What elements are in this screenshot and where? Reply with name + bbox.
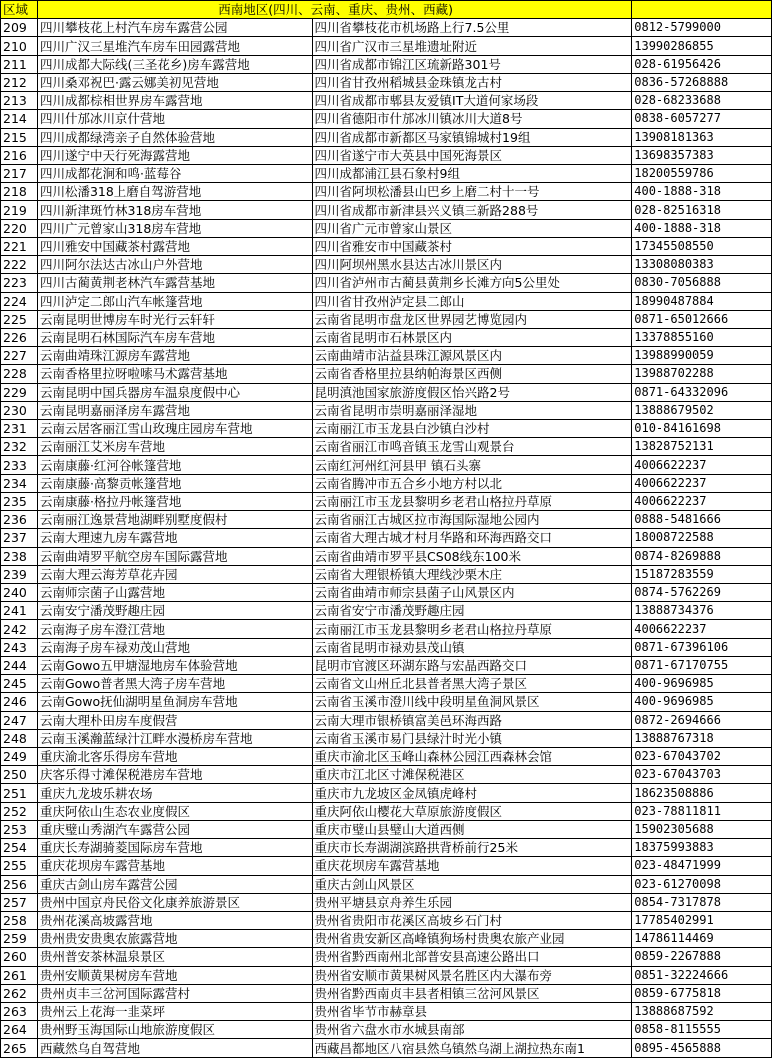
row-number: 238: [1, 547, 38, 565]
campsite-phone: 4006622237: [632, 492, 772, 510]
row-number: 231: [1, 420, 38, 438]
campsite-name: 云南昆明嘉丽泽房车露营地: [37, 401, 312, 419]
table-row: [1, 128, 772, 146]
campsite-address: 四川省雅安市中国藏茶村: [312, 237, 632, 255]
campsite-phone: 15902305688: [632, 820, 772, 838]
campsite-name: 云南曲靖珠江源房车露营地: [37, 347, 312, 365]
campsite-phone: 023-67043703: [632, 766, 772, 784]
table-row: [1, 547, 772, 565]
row-number: 255: [1, 857, 38, 875]
table-row: [1, 256, 772, 274]
campsite-name: 云南昆明中国兵器房车温泉度假中心: [37, 383, 312, 401]
campsite-address: 云南省腾冲市五合乡小地方村以北: [312, 474, 632, 492]
campsite-phone: 0888-5481666: [632, 511, 772, 529]
table-row: [1, 55, 772, 73]
campsite-phone: 15187283559: [632, 565, 772, 583]
campsite-name: 贵州贞丰三岔河国际露营村: [37, 984, 312, 1002]
campsite-phone: 400-1888-318: [632, 183, 772, 201]
table-row: [1, 529, 772, 547]
campsite-name: 贵州野玉海国际山地旅游度假区: [37, 1021, 312, 1039]
campsite-address: 云南省丽江市鸣音镇玉龙雪山观景台: [312, 438, 632, 456]
row-number: 245: [1, 675, 38, 693]
row-number: 256: [1, 875, 38, 893]
campsite-name: 重庆渝北客乐得房车营地: [37, 747, 312, 765]
campsite-phone: 0859-6775818: [632, 984, 772, 1002]
campsite-name: 云南海子房车澄江营地: [37, 620, 312, 638]
campsite-address: 四川省成都市锦江区琉新路301号: [312, 55, 632, 73]
campsite-address: 云南省玉溪市易门县绿汁时光小镇: [312, 729, 632, 747]
campsite-name: 云南安宁潘茂野趣庄园: [37, 602, 312, 620]
campsite-address: 四川省德阳市什邡冰川镇冰川大道8号: [312, 110, 632, 128]
campsite-phone: 0872-2694666: [632, 711, 772, 729]
campsite-phone: 0874-5762269: [632, 584, 772, 602]
row-number: 253: [1, 820, 38, 838]
campsite-name: 贵州中国京舟民俗文化康养旅游景区: [37, 893, 312, 911]
campsite-name: 四川古蔺黄荆老林汽车露营基地: [37, 274, 312, 292]
table-row: [1, 1039, 772, 1057]
campsite-phone: 0859-2267888: [632, 948, 772, 966]
campsite-phone: 4006622237: [632, 456, 772, 474]
table-row: [1, 784, 772, 802]
campsite-phone: 0874-8269888: [632, 547, 772, 565]
row-number: 215: [1, 128, 38, 146]
table-row: [1, 146, 772, 164]
campsite-address: 昆明市官渡区环湖东路与宏晶西路交口: [312, 656, 632, 674]
campsite-name: 云南Gowo五甲塘湿地房车体验营地: [37, 656, 312, 674]
campsite-name: 云南昆明石林国际汽车房车营地: [37, 328, 312, 346]
row-number: 246: [1, 693, 38, 711]
campsite-phone: 18623508886: [632, 784, 772, 802]
campsite-phone: 4006622237: [632, 620, 772, 638]
campsite-address: 重庆市长寿湖湖滨路拱背桥前行25米: [312, 839, 632, 857]
row-number: 258: [1, 911, 38, 929]
header-row: [1, 1, 772, 19]
table-row: [1, 73, 772, 91]
campsite-phone: 13990286855: [632, 37, 772, 55]
campsite-address: 云南丽江市玉龙县黎明乡老君山格拉丹草原: [312, 492, 632, 510]
campsite-address: 重庆市九龙坡区金凤镇虎峰村: [312, 784, 632, 802]
table-row: [1, 1003, 772, 1021]
campsite-phone: 023-48471999: [632, 857, 772, 875]
campsite-address: 四川省泸州市古蔺县黄荆乡长滩方向5公里处: [312, 274, 632, 292]
campsite-name: 四川广元曾家山318房车营地: [37, 219, 312, 237]
campsite-phone: 4006622237: [632, 474, 772, 492]
campsite-address: 云南丽江市玉龙县白沙镇白沙村: [312, 420, 632, 438]
campsite-address: 贵州省安顺市黄果树风景名胜区内大瀑布旁: [312, 966, 632, 984]
row-number: 211: [1, 55, 38, 73]
row-number: 262: [1, 984, 38, 1002]
campsite-phone: 0836-57268888: [632, 73, 772, 91]
campsite-name: 四川松潘318上磨自驾游营地: [37, 183, 312, 201]
campsite-name: 贵州贵安贵奥农旅露营地: [37, 930, 312, 948]
row-number: 232: [1, 438, 38, 456]
row-number: 217: [1, 164, 38, 182]
campsite-phone: 0871-64332096: [632, 383, 772, 401]
table-row: [1, 930, 772, 948]
table-row: [1, 401, 772, 419]
campsite-address: 四川省阿坝松潘县山巴乡上磨二村十一号: [312, 183, 632, 201]
campsite-address: 云南大理市银桥镇富美邑环海西路: [312, 711, 632, 729]
campsite-name: 西藏然乌自驾营地: [37, 1039, 312, 1057]
campsite-name: 重庆花坝房车露营基地: [37, 857, 312, 875]
campsite-name: 四川新津斑竹林318房车营地: [37, 201, 312, 219]
campsite-table-body: [1, 1, 772, 1058]
table-row: [1, 492, 772, 510]
table-row: [1, 638, 772, 656]
table-row: [1, 857, 772, 875]
campsite-address: 云南省昆明市盘龙区世界园艺博览园内: [312, 310, 632, 328]
campsite-name: 云南云居客丽江雪山玫瑰庄园房车营地: [37, 420, 312, 438]
table-row: [1, 911, 772, 929]
campsite-name: 云南康藤·红河谷帐篷营地: [37, 456, 312, 474]
table-row: [1, 984, 772, 1002]
table-row: [1, 383, 772, 401]
campsite-name: 四川什邡冰川京什营地: [37, 110, 312, 128]
row-number: 229: [1, 383, 38, 401]
row-number: 209: [1, 19, 38, 37]
table-row: [1, 420, 772, 438]
row-number: 210: [1, 37, 38, 55]
table-row: [1, 820, 772, 838]
campsite-address: 四川省成都市新都区马家镇锦城村19组: [312, 128, 632, 146]
table-row: [1, 219, 772, 237]
table-row: [1, 474, 772, 492]
row-number: 233: [1, 456, 38, 474]
row-number: 223: [1, 274, 38, 292]
table-row: [1, 164, 772, 182]
campsite-phone: 028-82516318: [632, 201, 772, 219]
campsite-phone: 13888767318: [632, 729, 772, 747]
campsite-address: 云南省玉溪市澄川线中段明星鱼洞风景区: [312, 693, 632, 711]
row-number: 216: [1, 146, 38, 164]
campsite-phone: 13888734376: [632, 602, 772, 620]
campsite-name: 四川成都花涧和鸣·蓝莓谷: [37, 164, 312, 182]
row-number: 257: [1, 893, 38, 911]
campsite-phone: 18375993883: [632, 839, 772, 857]
campsite-name: 云南Gowo普者黑大湾子房车营地: [37, 675, 312, 693]
header-region-label: 区域: [1, 1, 38, 19]
row-number: 259: [1, 930, 38, 948]
campsite-name: 云南大理速九房车露营地: [37, 529, 312, 547]
campsite-name: 重庆九龙坡乐耕农场: [37, 784, 312, 802]
campsite-name: 云南丽江艾米房车营地: [37, 438, 312, 456]
campsite-address: 云南省昆明市石林景区内: [312, 328, 632, 346]
campsite-address: 四川省广元市曾家山景区: [312, 219, 632, 237]
row-number: 239: [1, 565, 38, 583]
campsite-address: 四川省广汉市三星堆遗址附近: [312, 37, 632, 55]
campsite-phone: 023-78811811: [632, 802, 772, 820]
table-row: [1, 511, 772, 529]
campsite-address: 云南省丽江古城区拉市海国际湿地公园内: [312, 511, 632, 529]
campsite-address: 重庆花坝房车露营基地: [312, 857, 632, 875]
campsite-name: 四川雅安中国藏茶村露营地: [37, 237, 312, 255]
campsite-address: 云南省大理银桥镇大理线沙栗木庄: [312, 565, 632, 583]
row-number: 218: [1, 183, 38, 201]
campsite-address: 贵州平塘县京舟养生乐园: [312, 893, 632, 911]
table-row: [1, 747, 772, 765]
campsite-name: 云南大理云海芳草花卉园: [37, 565, 312, 583]
table-row: [1, 729, 772, 747]
table-row: [1, 292, 772, 310]
campsite-phone: 13698357383: [632, 146, 772, 164]
row-number: 235: [1, 492, 38, 510]
campsite-address: 云南省香格里拉县纳帕海景区西侧: [312, 365, 632, 383]
campsite-address: 昆明滇池国家旅游度假区怡兴路2号: [312, 383, 632, 401]
table-row: [1, 839, 772, 857]
campsite-address: 贵州省六盘水市水城县南部: [312, 1021, 632, 1039]
campsite-phone: 0895-4565888: [632, 1039, 772, 1057]
campsite-address: 云南省昆明市崇明嘉丽泽湿地: [312, 401, 632, 419]
campsite-phone: 0854-7317878: [632, 893, 772, 911]
campsite-phone: 0871-67396106: [632, 638, 772, 656]
row-number: 236: [1, 511, 38, 529]
row-number: 241: [1, 602, 38, 620]
campsite-address: 四川阿坝州黑水县达古冰川景区内: [312, 256, 632, 274]
campsite-phone: 18200559786: [632, 164, 772, 182]
campsite-phone: 18008722588: [632, 529, 772, 547]
campsite-phone: 400-9696985: [632, 675, 772, 693]
table-row: [1, 37, 772, 55]
row-number: 242: [1, 620, 38, 638]
row-number: 261: [1, 966, 38, 984]
campsite-phone: 13988702288: [632, 365, 772, 383]
campsite-phone: 13888687592: [632, 1003, 772, 1021]
row-number: 224: [1, 292, 38, 310]
table-row: [1, 438, 772, 456]
campsite-address: 重庆阿依山樱花大草原旅游度假区: [312, 802, 632, 820]
campsite-name: 云南Gowo抚仙湖明星鱼洞房车营地: [37, 693, 312, 711]
campsite-phone: 028-68233688: [632, 92, 772, 110]
campsite-address: 贵州省贵安新区高峰镇狗场村贵奥农旅产业园: [312, 930, 632, 948]
campsite-name: 重庆璧山秀湖汽车露营公园: [37, 820, 312, 838]
table-row: [1, 365, 772, 383]
row-number: 230: [1, 401, 38, 419]
campsite-phone: 0871-67170755: [632, 656, 772, 674]
campsite-name: 云南香格里拉呀啦嗦马术露营基地: [37, 365, 312, 383]
campsite-name: 庆客乐得寸滩保税港房车营地: [37, 766, 312, 784]
campsite-address: 云南红河州红河县甲 镇石头寨: [312, 456, 632, 474]
campsite-address: 云南省昆明市禄劝县茂山镇: [312, 638, 632, 656]
row-number: 221: [1, 237, 38, 255]
campsite-phone: 0838-6057277: [632, 110, 772, 128]
campsite-name: 四川遂宁中天行死海露营地: [37, 146, 312, 164]
campsite-address: 四川省攀枝花市机场路上行7.5公里: [312, 19, 632, 37]
row-number: 264: [1, 1021, 38, 1039]
campsite-phone: 14786114469: [632, 930, 772, 948]
campsite-address: 重庆市江北区寸滩保税港区: [312, 766, 632, 784]
campsite-name: 云南康藤·格拉丹帐篷营地: [37, 492, 312, 510]
row-number: 222: [1, 256, 38, 274]
campsite-name: 四川桑邓祝巴·露云娜美初见营地: [37, 73, 312, 91]
campsite-name: 四川成都棕相世界房车露营地: [37, 92, 312, 110]
campsite-phone: 18990487884: [632, 292, 772, 310]
table-row: [1, 602, 772, 620]
header-region-title: 西南地区(四川、云南、重庆、贵州、西藏): [37, 1, 631, 19]
row-number: 265: [1, 1039, 38, 1057]
campsite-name: 云南丽江逸景营地湖畔别墅度假村: [37, 511, 312, 529]
campsite-phone: 17785402991: [632, 911, 772, 929]
campsite-name: 贵州普安茶林温泉景区: [37, 948, 312, 966]
campsite-name: 云南曲靖罗平航空房车国际露营地: [37, 547, 312, 565]
campsite-phone: 13378855160: [632, 328, 772, 346]
row-number: 212: [1, 73, 38, 91]
campsite-phone: 13988990059: [632, 347, 772, 365]
campsite-address: 贵州省贵阳市花溪区高坡乡石门村: [312, 911, 632, 929]
row-number: 225: [1, 310, 38, 328]
campsite-address: 四川成都浦江县石象村9组: [312, 164, 632, 182]
header-blank-cell: [632, 1, 772, 19]
table-row: [1, 274, 772, 292]
campsite-name: 贵州云上花海一韭菜坪: [37, 1003, 312, 1021]
row-number: 227: [1, 347, 38, 365]
row-number: 249: [1, 747, 38, 765]
row-number: 234: [1, 474, 38, 492]
row-number: 240: [1, 584, 38, 602]
campsite-address: 西藏昌都地区八宿县然乌镇然乌湖上湖拉热东南1: [312, 1039, 632, 1057]
campsite-name: 贵州安顺黄果树房车营地: [37, 966, 312, 984]
campsite-phone: 0830-7056888: [632, 274, 772, 292]
campsite-address: 四川省甘孜州稻城县金珠镇龙古村: [312, 73, 632, 91]
campsite-address: 云南省安宁市潘茂野趣庄园: [312, 602, 632, 620]
campsite-name: 贵州花溪高坡露营地: [37, 911, 312, 929]
row-number: 226: [1, 328, 38, 346]
table-row: [1, 310, 772, 328]
table-row: [1, 675, 772, 693]
campsite-name: 重庆阿依山生态农业度假区: [37, 802, 312, 820]
table-row: [1, 19, 772, 37]
campsite-address: 四川省成都市郫县友爱镇IT大道何家场段: [312, 92, 632, 110]
campsite-phone: 400-9696985: [632, 693, 772, 711]
row-number: 220: [1, 219, 38, 237]
row-number: 252: [1, 802, 38, 820]
row-number: 247: [1, 711, 38, 729]
table-row: [1, 802, 772, 820]
campsite-name: 四川泸定二郎山汽车帐篷营地: [37, 292, 312, 310]
table-row: [1, 893, 772, 911]
campsite-name: 云南海子房车禄劝茂山营地: [37, 638, 312, 656]
campsite-name: 云南玉溪瀚蓝绿汁江畔水漫桥房车营地: [37, 729, 312, 747]
table-row: [1, 110, 772, 128]
campsite-phone: 010-84161698: [632, 420, 772, 438]
campsite-address: 重庆古剑山风景区: [312, 875, 632, 893]
row-number: 228: [1, 365, 38, 383]
row-number: 214: [1, 110, 38, 128]
table-row: [1, 92, 772, 110]
table-row: [1, 1021, 772, 1039]
campsite-address: 贵州省黔西南贞丰县者相镇三岔河风景区: [312, 984, 632, 1002]
campsite-phone: 400-1888-318: [632, 219, 772, 237]
row-number: 219: [1, 201, 38, 219]
campsite-name: 四川攀枝花上村汽车房车露营公园: [37, 19, 312, 37]
row-number: 250: [1, 766, 38, 784]
table-row: [1, 875, 772, 893]
table-row: [1, 347, 772, 365]
row-number: 213: [1, 92, 38, 110]
campsite-name: 重庆古剑山房车露营公园: [37, 875, 312, 893]
campsite-name: 云南康藤·高黎贡帐篷营地: [37, 474, 312, 492]
table-row: [1, 766, 772, 784]
table-row: [1, 711, 772, 729]
campsite-address: 云南曲靖市沾益县珠江源风景区内: [312, 347, 632, 365]
campsite-phone: 023-67043702: [632, 747, 772, 765]
campsite-phone: 0812-5799000: [632, 19, 772, 37]
campsite-phone: 028-61956426: [632, 55, 772, 73]
row-number: 263: [1, 1003, 38, 1021]
campsite-address: 重庆市璧山县璧山大道西侧: [312, 820, 632, 838]
campsite-address: 重庆市渝北区玉峰山森林公园江西森林会馆: [312, 747, 632, 765]
campsite-name: 四川成都绿湾亲子自然体验营地: [37, 128, 312, 146]
row-number: 244: [1, 656, 38, 674]
table-row: [1, 693, 772, 711]
campsite-name: 云南师宗菌子山露营地: [37, 584, 312, 602]
table-row: [1, 456, 772, 474]
campsite-address: 云南丽江市玉龙县黎明乡老君山格拉丹草原: [312, 620, 632, 638]
row-number: 237: [1, 529, 38, 547]
campsite-address: 四川省遂宁市大英县中国死海景区: [312, 146, 632, 164]
table-row: [1, 565, 772, 583]
campsite-address: 贵州省毕节市赫章县: [312, 1003, 632, 1021]
table-row: [1, 656, 772, 674]
table-row: [1, 201, 772, 219]
row-number: 254: [1, 839, 38, 857]
row-number: 243: [1, 638, 38, 656]
table-row: [1, 966, 772, 984]
row-number: 248: [1, 729, 38, 747]
table-row: [1, 620, 772, 638]
campsite-phone: 0851-32224666: [632, 966, 772, 984]
campsite-address: 四川省成都市新津县兴义镇三新路288号: [312, 201, 632, 219]
campsite-name: 四川成都大际线(三圣花乡)房车露营地: [37, 55, 312, 73]
campsite-name: 重庆长寿湖骑菱国际房车营地: [37, 839, 312, 857]
campsite-phone: 13908181363: [632, 128, 772, 146]
table-row: [1, 183, 772, 201]
campsite-phone: 13888679502: [632, 401, 772, 419]
campsite-phone: 0858-8115555: [632, 1021, 772, 1039]
campsite-name: 云南昆明世博房车时光行云轩轩: [37, 310, 312, 328]
campsite-phone: 13828752131: [632, 438, 772, 456]
campsite-address: 云南省文山州丘北县普者黑大湾子景区: [312, 675, 632, 693]
table-row: [1, 237, 772, 255]
campsite-phone: 17345508550: [632, 237, 772, 255]
campsite-name: 四川阿尔法达古冰山户外营地: [37, 256, 312, 274]
campsite-name: 云南大理朴田房车度假营: [37, 711, 312, 729]
campsite-phone: 0871-65012666: [632, 310, 772, 328]
campsite-address: 四川省甘孜州泸定县二郎山: [312, 292, 632, 310]
campsite-phone: 13308080383: [632, 256, 772, 274]
campsite-address: 云南省曲靖市罗平县CS08线东100米: [312, 547, 632, 565]
campsite-address: 云南省大理古城才村月华路和环海西路交口: [312, 529, 632, 547]
table-row: [1, 584, 772, 602]
campsite-phone: 023-61270098: [632, 875, 772, 893]
row-number: 260: [1, 948, 38, 966]
row-number: 251: [1, 784, 38, 802]
table-row: [1, 328, 772, 346]
table-row: [1, 948, 772, 966]
campsite-address: 云南省曲靖市师宗县菌子山风景区内: [312, 584, 632, 602]
campsite-address: 贵州省黔西南州北部普安县高速公路出口: [312, 948, 632, 966]
campsite-name: 四川广汉三星堆汽车房车田园露营地: [37, 37, 312, 55]
